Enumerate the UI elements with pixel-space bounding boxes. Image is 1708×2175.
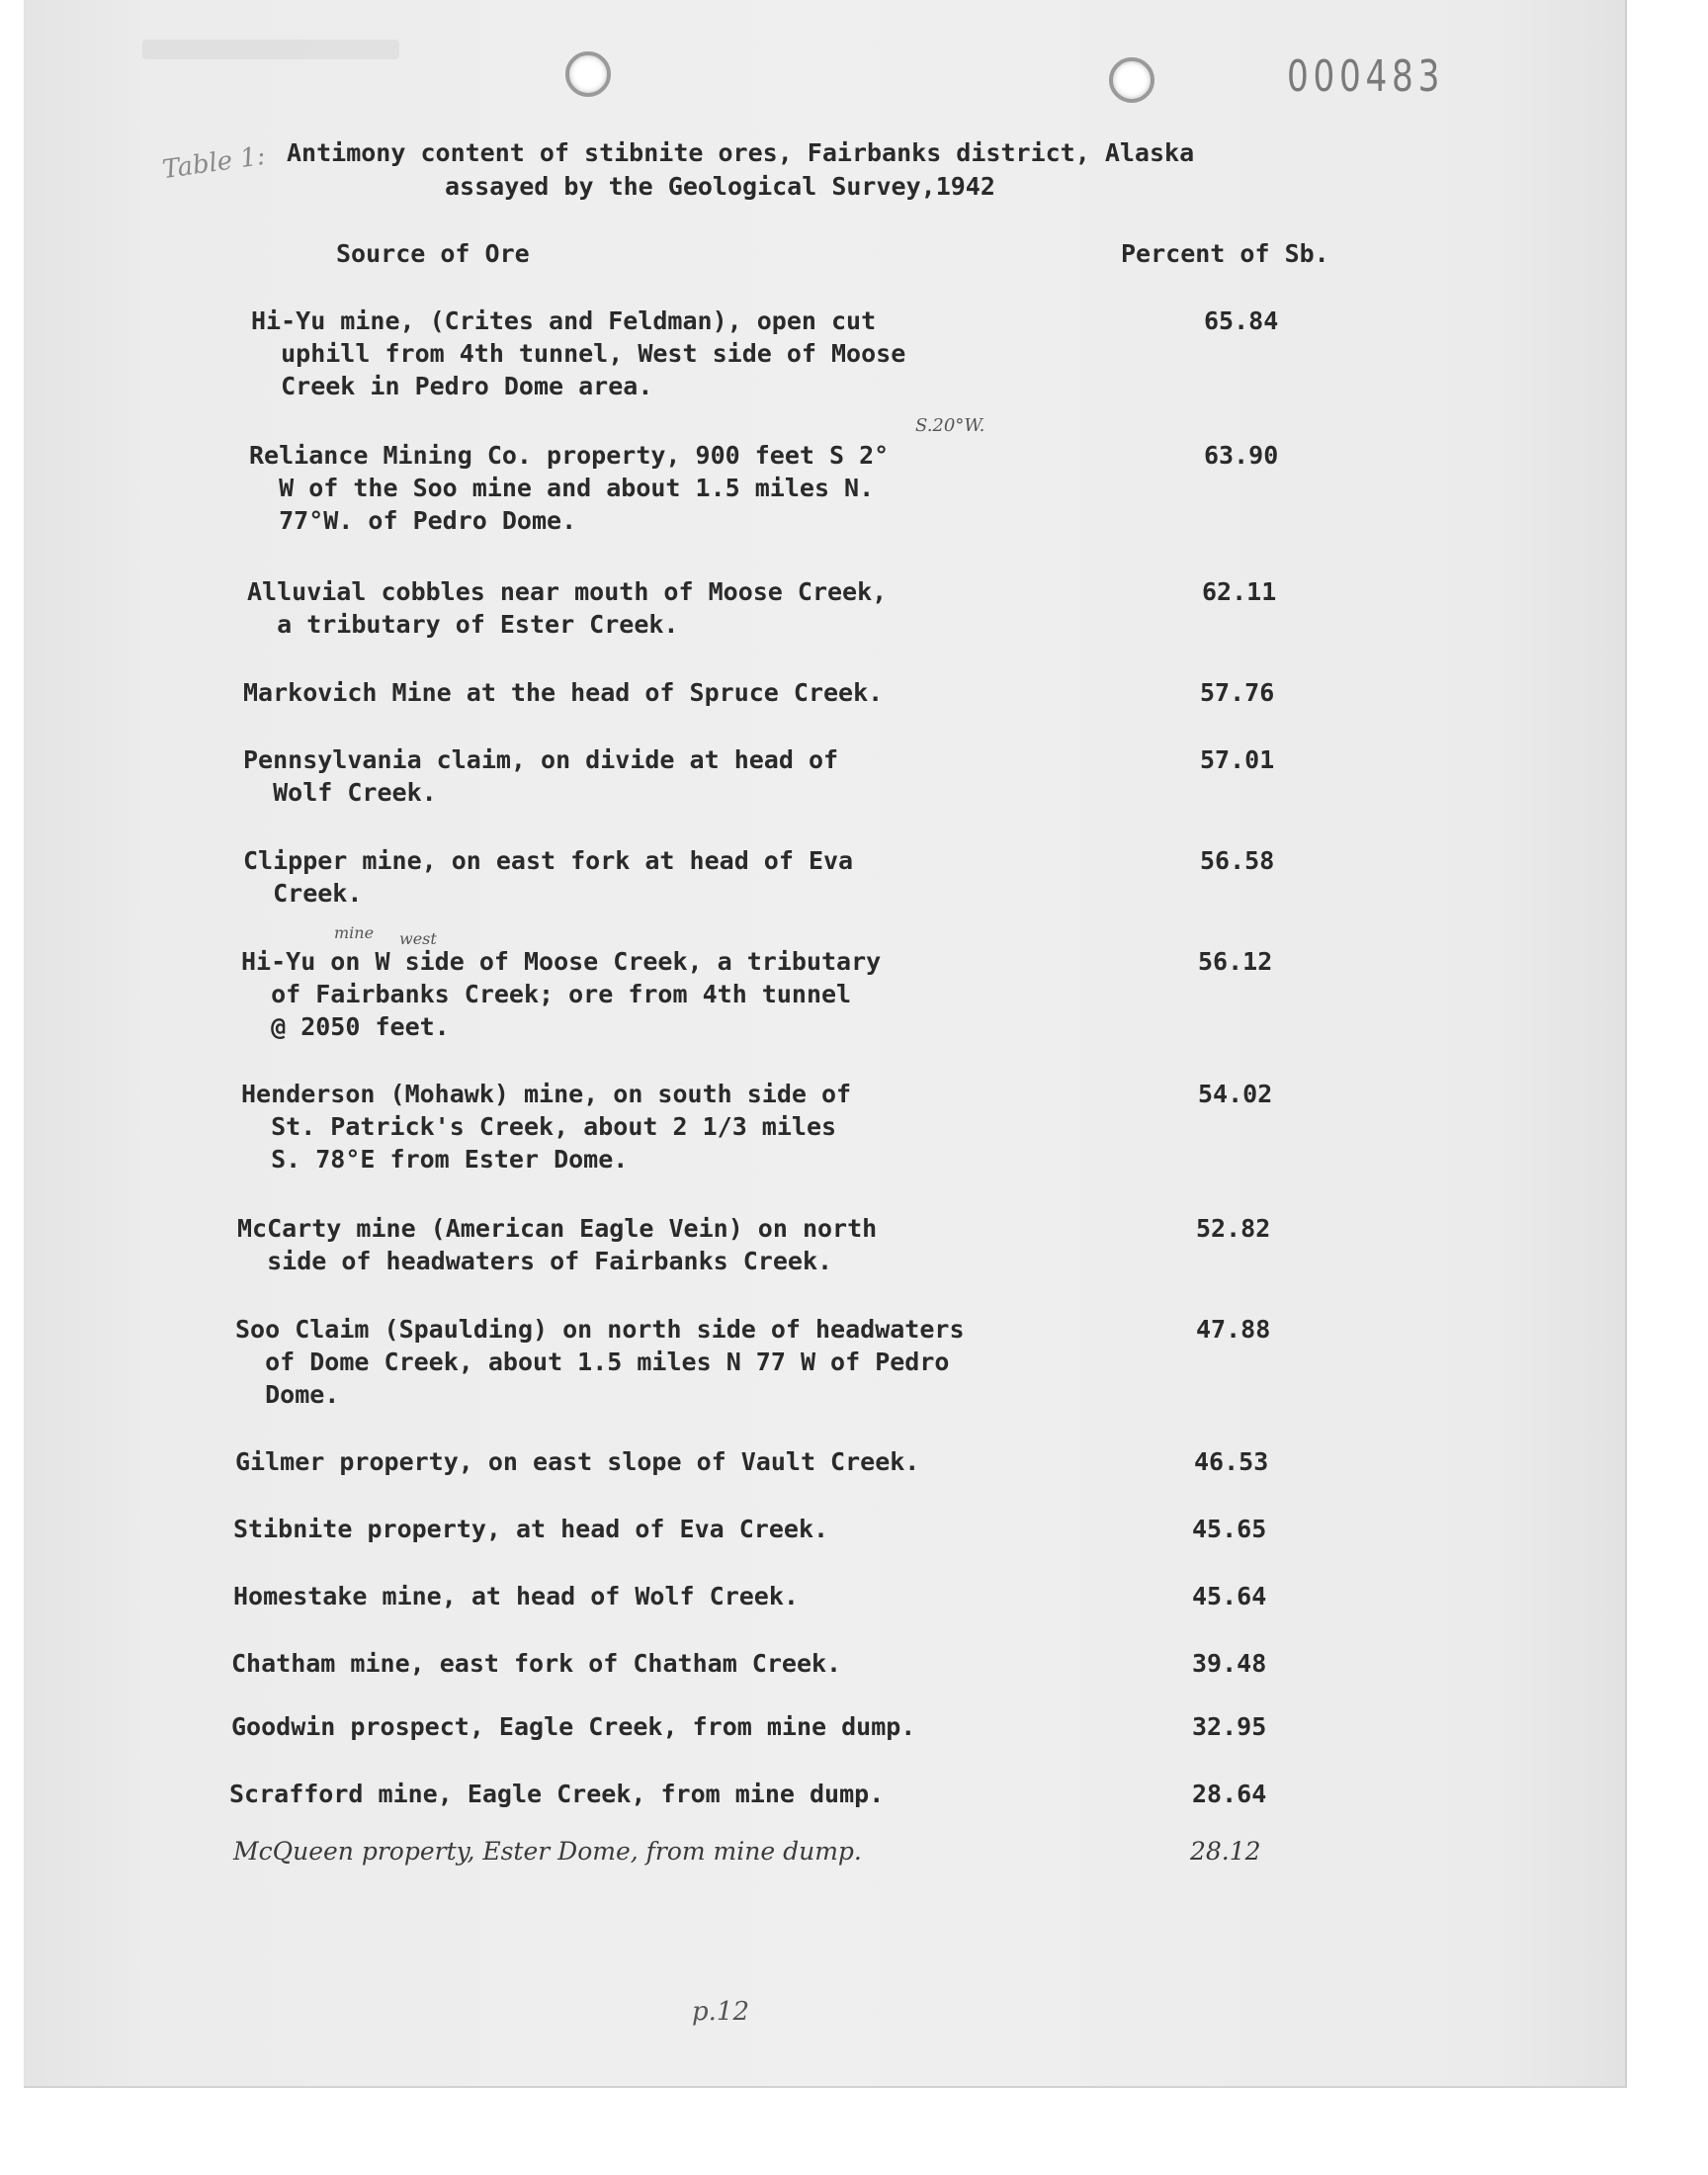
- title-line-2: assayed by the Geological Survey,1942: [445, 172, 995, 201]
- row-percent: 45.64: [1192, 1582, 1267, 1610]
- row-percent: 28.12: [1190, 1837, 1261, 1866]
- row-source: McCarty mine (American Eagle Vein) on north side of headwaters of Fairbanks Creek.: [237, 1214, 878, 1275]
- row-source: Hi-Yu mine, (Crites and Feldman), open cut uphill from 4th tunnel, West side of Moose Creek in Pedro Dome area.: [251, 306, 906, 400]
- handwritten-page-note: p.12: [692, 1997, 749, 2027]
- column-header-source: Source of Ore: [336, 239, 530, 268]
- document-number: 000483: [1287, 51, 1445, 102]
- handwritten-correction: S.20°W.: [915, 415, 985, 436]
- punch-hole: [565, 51, 611, 97]
- row-percent: 65.84: [1204, 306, 1279, 335]
- row-percent: 54.02: [1198, 1080, 1273, 1108]
- row-percent: 56.58: [1200, 846, 1275, 875]
- row-source: Markovich Mine at the head of Spruce Creek.: [243, 678, 884, 707]
- row-source: Hi-Yu on W side of Moose Creek, a tributary of Fairbanks Creek; ore from 4th tunnel @ 2050 feet.: [241, 947, 882, 1041]
- row-percent: 39.48: [1192, 1649, 1267, 1678]
- handwritten-table-note: Table 1:: [160, 140, 268, 186]
- handwritten-insert-west: west: [399, 929, 437, 948]
- page-title: [287, 136, 1374, 204]
- row-source: Clipper mine, on east fork at head of Eva Creek.: [243, 846, 854, 908]
- row-percent: 47.88: [1196, 1315, 1271, 1344]
- handwritten-insert-mine: mine: [334, 923, 375, 942]
- row-percent: 28.64: [1192, 1780, 1267, 1808]
- row-source: Chatham mine, east fork of Chatham Creek.: [231, 1649, 842, 1678]
- row-source: Soo Claim (Spaulding) on north side of headwaters of Dome Creek, about 1.5 miles N 77 W of Pedro Dome.: [235, 1315, 965, 1409]
- row-source: Pennsylvania claim, on divide at head of Wolf Creek.: [243, 745, 839, 807]
- row-source: Homestake mine, at head of Wolf Creek.: [233, 1582, 799, 1610]
- row-source: Reliance Mining Co. property, 900 feet S 2° W of the Soo mine and about 1.5 miles N. 77°W. of Pedro Dome.: [249, 441, 890, 535]
- row-source: McQueen property, Ester Dome, from mine dump.: [233, 1837, 862, 1866]
- row-percent: 62.11: [1202, 577, 1277, 606]
- column-header-percent: Percent of Sb.: [1121, 239, 1329, 268]
- row-source: Goodwin prospect, Eagle Creek, from mine dump.: [231, 1712, 916, 1741]
- row-source: Gilmer property, on east slope of Vault Creek.: [235, 1447, 920, 1476]
- row-source: Alluvial cobbles near mouth of Moose Creek, a tributary of Ester Creek.: [247, 577, 888, 639]
- row-percent: 46.53: [1194, 1447, 1269, 1476]
- row-percent: 57.76: [1200, 678, 1275, 707]
- row-source: Scrafford mine, Eagle Creek, from mine dump.: [229, 1780, 885, 1808]
- row-source: Henderson (Mohawk) mine, on south side of St. Patrick's Creek, about 2 1/3 miles S. 78°E from Ester Dome.: [241, 1080, 852, 1174]
- punch-hole: [1109, 57, 1154, 103]
- row-percent: 56.12: [1198, 947, 1273, 976]
- title-line-1: Antimony content of stibnite ores, Fairbanks district, Alaska: [287, 138, 1195, 167]
- row-percent: 63.90: [1204, 441, 1279, 470]
- row-percent: 57.01: [1200, 745, 1275, 774]
- scan-smudge: [142, 40, 399, 59]
- row-percent: 32.95: [1192, 1712, 1267, 1741]
- row-percent: 52.82: [1196, 1214, 1271, 1243]
- row-percent: 45.65: [1192, 1515, 1267, 1543]
- row-source: Stibnite property, at head of Eva Creek.: [233, 1515, 829, 1543]
